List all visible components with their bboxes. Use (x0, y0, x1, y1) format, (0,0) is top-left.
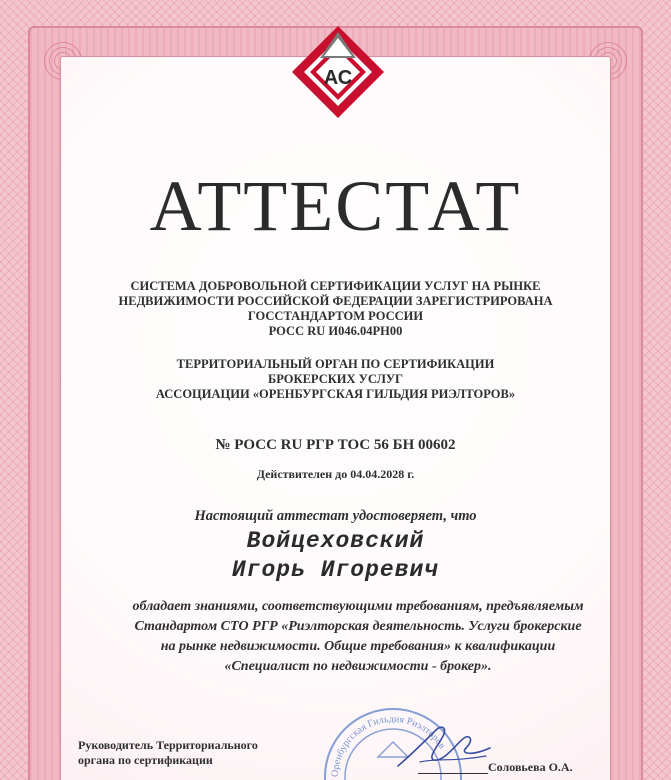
certificate-number: № РОСС RU РГР ТОС 56 БН 00602 (215, 437, 456, 453)
system-line-2: НЕДВИЖИМОСТИ РОССИЙСКОЙ ФЕДЕРАЦИИ ЗАРЕГИСТРИРОВАНА (118, 294, 553, 308)
signatory-name: Соловьева О.А. (488, 760, 573, 774)
organ-line-2: БРОКЕРСКИХ УСЛУГ (267, 372, 404, 386)
stamp-text: Оренбургская Гильдия Риэлторов (329, 713, 448, 778)
holder-surname: Войцеховский (246, 528, 425, 554)
system-line-1: СИСТЕМА ДОБРОВОЛЬНОЙ СЕРТИФИКАЦИИ УСЛУГ НА РЫНКЕ (130, 279, 541, 293)
description-line-1: обладает знаниями, соответствующими требованиям, предъявляемым (132, 599, 584, 614)
signatory-title (78, 738, 258, 768)
logo-letters: АС (323, 67, 353, 89)
signature-line (418, 773, 488, 774)
association-logo (290, 24, 386, 120)
system-line-3: ГОССТАНДАРТОМ РОССИИ (247, 309, 424, 323)
valid-until: Действителен до 04.04.2028 г. (256, 467, 415, 481)
description-line-2: Стандартом СТО РГР «Риэлторская деятельность. Услуги брокерские (134, 619, 582, 634)
description-line-3: на рынке недвижимости. Общие требования» к квалификации (160, 639, 556, 654)
certificate-title: АТТЕСТАТ (149, 166, 522, 246)
description-line-4: «Специалист по недвижимости - брокер». (224, 659, 492, 674)
handwritten-signature (390, 722, 500, 778)
intro-text: Настоящий аттестат удостоверяет, что (194, 508, 477, 524)
signatory-title-line-2: органа по сертификации (78, 753, 213, 767)
qualification-description (78, 597, 638, 677)
organ-line-3: АССОЦИАЦИИ «ОРЕНБУРГСКАЯ ГИЛЬДИЯ РИЭЛТОРОВ» (155, 387, 516, 401)
signatory-title-line-1: Руководитель Территориального (78, 738, 258, 752)
registration-code: РОСС RU И046.04РН00 (268, 324, 403, 338)
organ-line-1: ТЕРРИТОРИАЛЬНЫЙ ОРГАН ПО СЕРТИФИКАЦИИ (176, 357, 495, 371)
holder-given-names: Игорь Игоревич (231, 557, 440, 583)
